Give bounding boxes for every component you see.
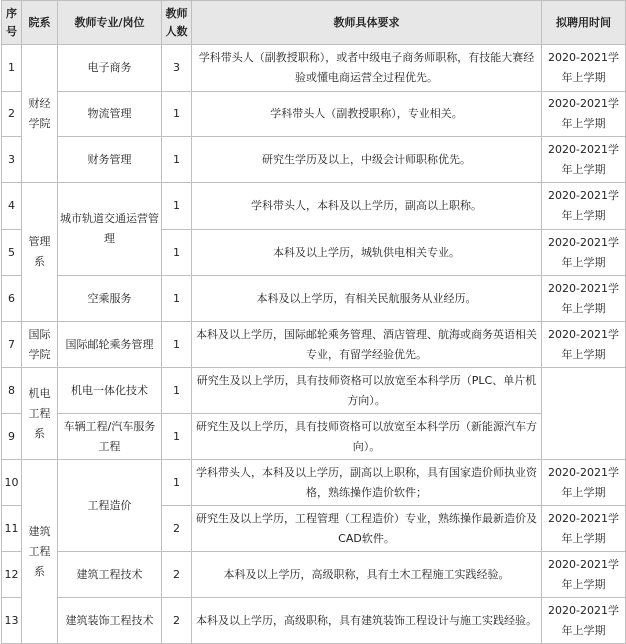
dept-cell: 财经学院 xyxy=(22,45,58,183)
requirement-cell: 本科及以上学历，国际邮轮乘务管理、酒店管理、航海或商务英语相关专业，有留学经验优先。 xyxy=(192,322,542,368)
requirement-cell: 研究生及以上学历，具有技师资格可以放宽至本科学历（新能源汽车方向）。 xyxy=(192,414,542,460)
table-row xyxy=(2,183,626,230)
count-cell: 1 xyxy=(162,183,192,230)
requirement-cell: 本科及以上学历，高级职称，具有土木工程施工实践经验。 xyxy=(192,552,542,598)
requirement-cell: 研究生及以上学历，工程管理（工程造价）专业，熟练操作最新造价及CAD软件。 xyxy=(192,506,542,552)
row-no: 13 xyxy=(2,598,22,644)
major-cell: 国际邮轮乘务管理 xyxy=(58,322,162,368)
requirement-cell: 学科带头人，本科及以上学历，副高以上职称，具有国家造价师执业资格，熟练操作造价软件； xyxy=(192,460,542,506)
table-row xyxy=(2,368,626,414)
major-cell: 工程造价 xyxy=(58,460,162,552)
header-major: 教师专业/岗位 xyxy=(58,1,162,45)
count-cell: 1 xyxy=(162,276,192,322)
hire-time-cell: 2020-2021学年上学期 xyxy=(542,552,626,598)
table-row xyxy=(2,322,626,368)
row-no: 12 xyxy=(2,552,22,598)
count-cell: 1 xyxy=(162,322,192,368)
count-cell: 1 xyxy=(162,414,192,460)
count-cell: 2 xyxy=(162,598,192,644)
hire-time-cell: 2020-2021学年上学期 xyxy=(542,506,626,552)
count-cell: 1 xyxy=(162,368,192,414)
table-row xyxy=(2,276,626,322)
count-cell: 1 xyxy=(162,137,192,183)
row-no: 2 xyxy=(2,92,22,137)
major-cell: 物流管理 xyxy=(58,92,162,137)
table-row xyxy=(2,45,626,92)
count-cell: 2 xyxy=(162,506,192,552)
row-no: 9 xyxy=(2,414,22,460)
table-row xyxy=(2,460,626,506)
table-row xyxy=(2,137,626,183)
count-cell: 1 xyxy=(162,460,192,506)
requirement-cell: 本科及以上学历，高级职称，具有建筑装饰工程设计与施工实践经验。 xyxy=(192,598,542,644)
header-requirements: 教师具体要求 xyxy=(192,1,542,45)
row-no: 5 xyxy=(2,230,22,276)
dept-cell: 管理系 xyxy=(22,183,58,322)
hire-time-cell: 2020-2021学年上学期 xyxy=(542,598,626,644)
hire-time-cell: 2020-2021学年上学期 xyxy=(542,137,626,183)
requirement-cell: 研究生学历及以上，中级会计师职称优先。 xyxy=(192,137,542,183)
header-no: 序号 xyxy=(2,1,22,45)
row-no: 3 xyxy=(2,137,22,183)
table-row xyxy=(2,598,626,644)
header-hire-time: 拟聘用时间 xyxy=(542,1,626,45)
major-cell: 城市轨道交通运营管理 xyxy=(58,183,162,276)
table-row xyxy=(2,414,626,460)
header-dept: 院系 xyxy=(22,1,58,45)
hire-time-cell: 2020-2021学年上学期 xyxy=(542,230,626,276)
row-no: 11 xyxy=(2,506,22,552)
dept-cell: 国际学院 xyxy=(22,322,58,368)
table-row xyxy=(2,92,626,137)
requirement-cell: 本科及以上学历，城轨供电相关专业。 xyxy=(192,230,542,276)
hire-time-cell: 2020-2021学年上学期 xyxy=(542,183,626,230)
requirement-cell: 学科带头人（副教授职称），或者中级电子商务师职称，有技能大赛经验或懂电商运营全过程优先。 xyxy=(192,45,542,92)
row-no: 10 xyxy=(2,460,22,506)
row-no: 6 xyxy=(2,276,22,322)
major-cell: 建筑工程技术 xyxy=(58,552,162,598)
major-cell: 电子商务 xyxy=(58,45,162,92)
header-count: 教师人数 xyxy=(162,1,192,45)
requirement-cell: 学科带头人，本科及以上学历，副高以上职称。 xyxy=(192,183,542,230)
major-cell: 机电一体化技术 xyxy=(58,368,162,414)
count-cell: 2 xyxy=(162,552,192,598)
header-row xyxy=(2,1,626,45)
major-cell: 车辆工程/汽车服务工程 xyxy=(58,414,162,460)
row-no: 8 xyxy=(2,368,22,414)
hire-time-cell: 2020-2021学年上学期 xyxy=(542,45,626,92)
major-cell: 建筑装饰工程技术 xyxy=(58,598,162,644)
major-cell: 空乘服务 xyxy=(58,276,162,322)
table-row xyxy=(2,552,626,598)
requirement-cell: 本科及以上学历，有相关民航服务从业经历。 xyxy=(192,276,542,322)
count-cell: 1 xyxy=(162,230,192,276)
requirement-cell: 学科带头人（副教授职称），专业相关。 xyxy=(192,92,542,137)
hire-time-cell: 2020-2021学年上学期 xyxy=(542,322,626,368)
major-cell: 财务管理 xyxy=(58,137,162,183)
recruitment-table xyxy=(1,0,626,644)
hire-time-cell xyxy=(542,368,626,460)
requirement-cell: 研究生及以上学历，具有技师资格可以放宽至本科学历（PLC、单片机方向）。 xyxy=(192,368,542,414)
count-cell: 1 xyxy=(162,92,192,137)
row-no: 7 xyxy=(2,322,22,368)
hire-time-cell: 2020-2021学年上学期 xyxy=(542,92,626,137)
row-no: 1 xyxy=(2,45,22,92)
row-no: 4 xyxy=(2,183,22,230)
hire-time-cell: 2020-2021学年上学期 xyxy=(542,460,626,506)
hire-time-cell: 2020-2021学年上学期 xyxy=(542,276,626,322)
dept-cell: 建筑工程系 xyxy=(22,460,58,644)
dept-cell: 机电工程系 xyxy=(22,368,58,460)
count-cell: 3 xyxy=(162,45,192,92)
